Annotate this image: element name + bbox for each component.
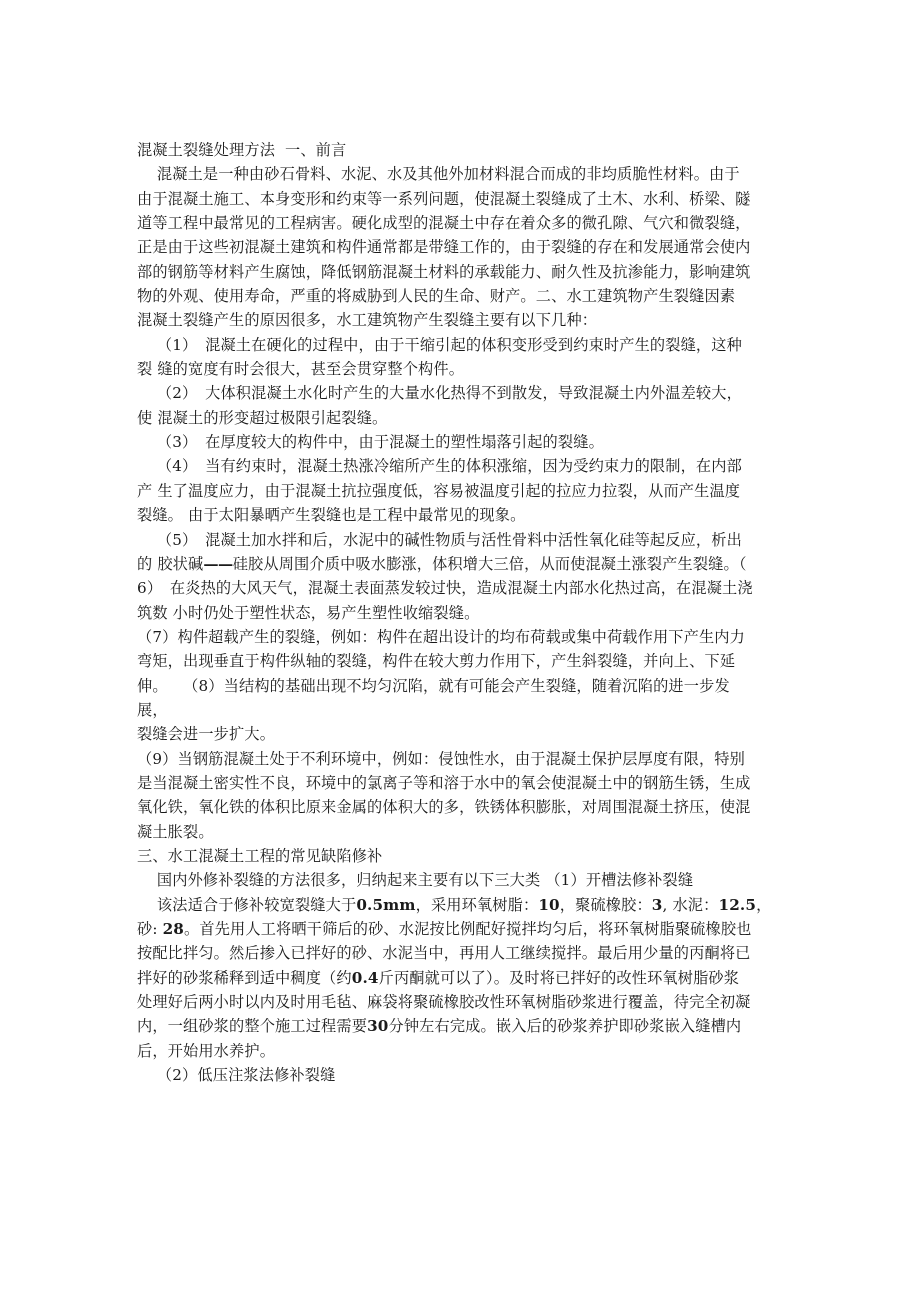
- text-segment: 的 胶状碱: [137, 554, 204, 573]
- text-line: 弯矩，出现垂直于构件纵轴的裂缝，构件在较大剪力作用下，产生斜裂缝，并向上、下延: [137, 652, 736, 671]
- text-segment: 斤丙酮就可以了）。及时将已拌好的改性环氧树脂砂浆: [378, 968, 740, 987]
- acetone-line: [137, 966, 791, 990]
- text-line: 处理好后两小时以内及时用毛毡、麻袋将聚硫橡胶改性环氧树脂砂浆进行覆盖，待完全初凝: [137, 993, 751, 1012]
- sand-ratio-line: [137, 917, 791, 941]
- text-line: 道等工程中最常见的工程病害。硬化成型的混凝土中存在着众多的微孔隙、气穴和微裂缝，: [137, 214, 751, 233]
- text-line: 由于混凝土施工、本身变形和约束等一系列问题，使混凝土裂缝成了土木、水利、桥梁、隧: [137, 189, 751, 208]
- list-item-1-line: （1） 混凝土在硬化的过程中，由于干缩引起的体积变形受到约束时产生的裂缝，这种: [137, 335, 742, 354]
- sand-ratio-value: 28: [162, 920, 185, 938]
- text-line: 使 混凝土的形变超过极限引起裂缝。: [137, 408, 388, 427]
- text-line: 后，开始用水养护。: [137, 1041, 276, 1060]
- text-segment: 分钟左右完成。嵌入后的砂浆养护即砂浆嵌入缝槽内: [388, 1017, 742, 1036]
- text-segment: ，: [756, 895, 772, 914]
- epoxy-resin-ratio-value: 10: [538, 895, 560, 914]
- text-line: 混凝土是一种由砂石骨料、水泥、水及其他外加材料混合而成的非均质脆性材料。由于: [137, 165, 740, 184]
- text-segment: ，采用环氧树脂：: [415, 895, 539, 914]
- list-item-7-line: （7）构件超载产生的裂缝，例如：构件在超出设计的均布荷载或集中荷载作用下产生内力: [137, 627, 745, 646]
- text-segment: 。首先用人工将晒干筛后的砂、水泥按比例配好搅拌均匀后，将环氧树脂聚硫橡胶也: [184, 920, 752, 938]
- text-segment: 拌好的砂浆稀释到适中稠度（约: [137, 968, 352, 987]
- polysulfide-rubber-ratio-value: 3: [651, 895, 663, 914]
- text-line: 国内外修补裂缝的方法很多，归纳起来主要有以下三大类 （1）开槽法修补裂缝: [137, 871, 694, 890]
- list-item-8-line: 伸。 （8）当结构的基础出现不均匀沉陷，就有可能会产生裂缝，随着沉陷的进一步发: [137, 676, 730, 695]
- list-item-3-line: （3） 在厚度较大的构件中，由于混凝土的塑性塌落引起的裂缝。: [137, 433, 604, 452]
- section-two-heading-line: 物的外观、使用寿命，严重的将威胁到人民的生命、财产。二、水工建筑物产生裂缝因素: [137, 287, 736, 306]
- text-line: 是当混凝土密实性不良，环境中的氯离子等和溶于水中的氧会使混凝土中的钢筋生锈，生成: [137, 773, 751, 792]
- document-text-body: [137, 138, 791, 1087]
- construction-time-line: [137, 1014, 791, 1038]
- text-line: 部的钢筋等材料产生腐蚀，降低钢筋混凝土材料的承载能力、耐久性及抗渗能力，影响建筑: [137, 262, 751, 281]
- text-line: 按配比拌匀。然后掺入已拌好的砂、水泥当中，再用人工继续搅拌。最后用少量的丙酮将已: [137, 944, 751, 963]
- text-line-with-emdash: [137, 552, 791, 576]
- text-segment: 该法适合于修补较宽裂缝大于: [137, 895, 357, 914]
- text-line: 筑数 小时仍处于塑性状态，易产生塑性收缩裂缝。: [137, 603, 480, 622]
- text-line: 氧化铁，氧化铁的体积比原来金属的体积大的多，铁锈体积膨胀，对周围混凝土挤压，使混: [137, 798, 751, 817]
- construction-minutes-value: 30: [367, 1017, 389, 1036]
- em-dash-emphasis: ——: [203, 554, 233, 573]
- text-segment: , 水泥：: [662, 895, 719, 914]
- text-line: 产 生了温度应力，由于混凝土抗拉强度低，容易被温度引起的拉应力拉裂，从而产生温度: [137, 481, 741, 500]
- text-line: 混凝土裂缝产生的原因很多，水工建筑物产生裂缝主要有以下几种：: [137, 311, 598, 330]
- cement-ratio-value: 12.5: [718, 895, 757, 914]
- list-item-5-line: （5） 混凝土加水拌和后，水泥中的碱性物质与活性骨料中活性氧化硅等起反应，析出: [137, 530, 742, 549]
- acetone-amount-value: 0.4: [351, 968, 379, 987]
- list-item-6-line: 6） 在炎热的大风天气，混凝土表面蒸发较过快，造成混凝土内部水化热过高，在混凝土浇: [137, 579, 753, 598]
- text-line: 正是由于这些初混凝土建筑和构件通常都是带缝工作的，由于裂缝的存在和发展通常会使内: [137, 238, 751, 257]
- text-line: 裂缝。 由于太阳暴晒产生裂缝也是工程中最常见的现象。: [137, 506, 526, 525]
- crack-width-value: 0.5mm: [356, 895, 416, 914]
- document-title-line: 混凝土裂缝处理方法 一、前言: [137, 141, 347, 159]
- list-item-9-line: （9）当钢筋混凝土处于不利环境中，例如：侵蚀性水，由于混凝土保护层厚度有限，特别: [137, 749, 745, 768]
- text-segment: 砂:: [137, 920, 163, 938]
- list-item-2-line: （2） 大体积混凝土水化时产生的大量水化热得不到散发，导致混凝土内外温差较大，: [137, 384, 742, 403]
- text-segment: ，聚硫橡胶：: [559, 895, 652, 914]
- mix-ratio-line: [137, 893, 791, 917]
- list-item-4-line: （4） 当有约束时，混凝土热涨冷缩所产生的体积涨缩，因为受约束力的限制，在内部: [137, 457, 742, 476]
- text-segment: 内，一组砂浆的整个施工过程需要: [137, 1017, 368, 1036]
- text-line: 展，: [137, 700, 168, 719]
- text-line: 凝土胀裂。: [137, 822, 214, 841]
- text-line: （2）低压注浆法修补裂缝: [137, 1066, 336, 1085]
- section-three-heading-line: 三、水工混凝土工程的常见缺陷修补: [137, 846, 383, 865]
- text-segment: 硅胶从周围介质中吸水膨涨，体积增大三倍，从而使混凝土涨裂产生裂缝。（: [232, 554, 747, 573]
- text-line: 裂 缝的宽度有时会很大，甚至会贯穿整个构件。: [137, 360, 465, 379]
- text-line: 裂缝会进一步扩大。: [137, 725, 276, 744]
